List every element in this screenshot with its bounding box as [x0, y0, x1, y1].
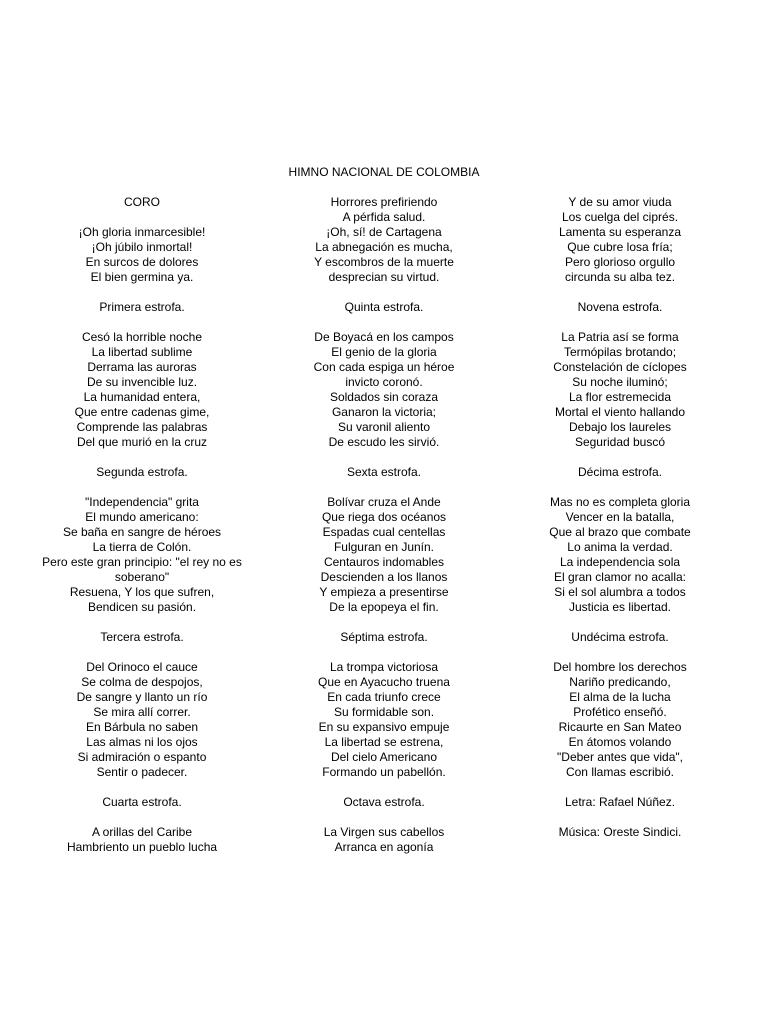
verse-line: El mundo americano: — [85, 510, 199, 524]
verse-line: Que riega dos océanos — [321, 510, 447, 524]
verse-line: El gran clamor no acalla: — [553, 570, 687, 584]
column-3 — [518, 195, 722, 840]
verse-line: circunda su alba tez. — [564, 270, 676, 284]
stanza — [40, 630, 244, 780]
column-1 — [40, 195, 244, 855]
stanza-heading: Séptima estrofa. — [340, 630, 428, 644]
verse-line: Mortal el viento hallando — [554, 405, 686, 419]
verse-line: Con cada espiga un héroe — [313, 360, 455, 374]
verse-line: Soldados sin coraza — [329, 390, 439, 404]
verse-line: Cesó la horrible noche — [81, 330, 203, 344]
verse-line: La tierra de Colón. — [92, 540, 192, 554]
stanza — [40, 300, 244, 450]
stanza — [518, 300, 722, 450]
verse-line: invicto coronó. — [345, 375, 423, 389]
verse-line: La libertad sublime — [91, 345, 193, 359]
verse-line: El bien germina ya. — [90, 270, 194, 284]
verse-line: La Patria así se forma — [561, 330, 679, 344]
verse-line: Formando un pabellón. — [322, 765, 446, 779]
verse-line: Su noche iluminó; — [572, 375, 668, 389]
verse-line: De sangre y llanto un río — [76, 690, 208, 704]
verse-line: Pero este gran principio: "el rey no es soberano" — [42, 555, 242, 584]
verse-line: ¡Oh júbilo inmortal! — [91, 240, 193, 254]
stanza — [282, 795, 486, 855]
stanza — [282, 195, 486, 285]
verse-line: Del hombre los derechos — [553, 660, 687, 674]
stanza-heading: Cuarta estrofa. — [102, 795, 182, 809]
stanza — [518, 795, 722, 810]
verse-line: Constelación de cíclopes — [553, 360, 687, 374]
verse-line: Las almas ni los ojos — [86, 735, 198, 749]
verse-line: La libertad se estrena, — [324, 735, 444, 749]
verse-line: Del cielo Americano — [330, 750, 438, 764]
stanza-heading: Novena estrofa. — [577, 300, 663, 314]
stanza — [40, 195, 244, 285]
verse-line: Seguridad buscó — [574, 435, 666, 449]
verse-line: Comprende las palabras — [76, 420, 208, 434]
verse-line: Se mira allí correr. — [93, 705, 191, 719]
verse-line: desprecian su virtud. — [328, 270, 440, 284]
verse-line: Se baña en sangre de héroes — [62, 525, 222, 539]
stanza-heading: Quinta estrofa. — [344, 300, 424, 314]
verse-line: Hambriento un pueblo lucha — [66, 840, 218, 854]
verse-line: Su formidable son. — [333, 705, 435, 719]
stanza-heading: Octava estrofa. — [343, 795, 425, 809]
stanza-heading: Décima estrofa. — [577, 465, 663, 479]
verse-line: Que al brazo que combate — [549, 525, 691, 539]
verse-line: "Deber antes que vida", — [557, 750, 683, 764]
stanza — [518, 630, 722, 780]
verse-line: Que en Ayacucho truena — [318, 675, 450, 689]
verse-line: En átomos volando — [568, 735, 672, 749]
stanza — [518, 825, 722, 840]
verse-line: La humanidad entera, — [83, 390, 201, 404]
verse-line: Su varonil aliento — [337, 420, 431, 434]
stanza-heading: Primera estrofa. — [99, 300, 185, 314]
stanza — [518, 195, 722, 285]
stanza-heading: Tercera estrofa. — [100, 630, 184, 644]
stanza — [282, 300, 486, 450]
verse-line: Sentir o padecer. — [96, 765, 188, 779]
verse-line: El alma de la lucha — [569, 690, 671, 704]
stanza — [282, 465, 486, 615]
verse-line: La abnegación es mucha, — [315, 240, 453, 254]
verse-line: Y de su amor viuda — [568, 195, 672, 209]
verse-line: El genio de la gloria — [331, 345, 437, 359]
verse-line: Del Orinoco el cauce — [86, 660, 198, 674]
verse-line: En surcos de dolores — [85, 255, 199, 269]
verse-line: Bolívar cruza el Ande — [327, 495, 441, 509]
verse-line: Que entre cadenas gime, — [74, 405, 210, 419]
verse-line: Que cubre losa fría; — [567, 240, 673, 254]
verse-line: Arranca en agonía — [334, 840, 434, 854]
stanza-heading: Segunda estrofa. — [96, 465, 188, 479]
verse-line: La flor estremecida — [568, 390, 672, 404]
verse-line: ¡Oh gloria inmarcesible! — [78, 225, 206, 239]
verse-line: La independencia sola — [559, 555, 681, 569]
verse-line: De Boyacá en los campos — [314, 330, 454, 344]
document-title: HIMNO NACIONAL DE COLOMBIA — [288, 165, 480, 179]
verse-line: La Virgen sus cabellos — [323, 825, 445, 839]
verse-line: Nariño predicando, — [569, 675, 671, 689]
verse-line: Pero glorioso orgullo — [564, 255, 676, 269]
stanza-heading: Undécima estrofa. — [571, 630, 669, 644]
verse-line: Ricaurte en San Mateo — [558, 720, 682, 734]
stanza-heading: Letra: Rafael Núñez. — [564, 795, 676, 809]
verse-line: Espadas cual centellas — [322, 525, 446, 539]
verse-line: Y escombros de la muerte — [314, 255, 454, 269]
verse-line: A pérfida salud. — [342, 210, 426, 224]
verse-line: Resuena, Y los que sufren, — [69, 585, 215, 599]
verse-line: En Bárbula no saben — [85, 720, 199, 734]
verse-line: Justicia es libertad. — [568, 600, 672, 614]
stanza — [40, 465, 244, 615]
verse-line: Se colma de despojos, — [81, 675, 203, 689]
verse-line: En cada triunfo crece — [327, 690, 441, 704]
column-2 — [282, 195, 486, 855]
verse-line: De su invencible luz. — [86, 375, 198, 389]
verse-line: Lamenta su esperanza — [558, 225, 682, 239]
verse-line: Vencer en la batalla, — [565, 510, 675, 524]
verse-line: Debajo los laureles — [568, 420, 672, 434]
verse-line: Fulguran en Junín. — [333, 540, 435, 554]
verse-line: Con llamas escribió. — [565, 765, 675, 779]
stanza-heading: Sexta estrofa. — [346, 465, 422, 479]
verse-line: Del que murió en la cruz — [76, 435, 208, 449]
verse-line: Si el sol alumbra a todos — [554, 585, 686, 599]
verse-line: En su expansivo empuje — [318, 720, 450, 734]
stanza — [518, 465, 722, 615]
verse-line: Si admiración o espanto — [77, 750, 207, 764]
verse-line: Descienden a los llanos — [320, 570, 448, 584]
verse-line: Y empieza a presentirse — [319, 585, 449, 599]
verse-line: Termópilas brotando; — [563, 345, 677, 359]
verse-line: Los cuelga del ciprés. — [561, 210, 679, 224]
verse-line: La trompa victoriosa — [329, 660, 439, 674]
verse-line: ¡Oh, sí! de Cartagena — [326, 225, 442, 239]
stanza-heading: CORO — [124, 195, 160, 209]
stanza — [282, 630, 486, 780]
verse-line: De la epopeya el fin. — [329, 600, 439, 614]
stanza — [40, 795, 244, 855]
verse-line: Derrama las auroras — [87, 360, 197, 374]
verse-line: Horrores prefiriendo — [330, 195, 438, 209]
stanza-heading: Música: Oreste Sindici. — [558, 825, 682, 839]
verse-line: Ganaron la victoria; — [331, 405, 437, 419]
verse-line: Lo anima la verdad. — [567, 540, 673, 554]
verse-line: Bendicen su pasión. — [87, 600, 197, 614]
verse-line: Centauros indomables — [323, 555, 445, 569]
verse-line: A orillas del Caribe — [91, 825, 193, 839]
verse-line: Mas no es completa gloria — [549, 495, 691, 509]
verse-line: De escudo les sirvió. — [328, 435, 440, 449]
verse-line: Profético enseñó. — [573, 705, 667, 719]
verse-line: "Independencia" grita — [85, 495, 199, 509]
